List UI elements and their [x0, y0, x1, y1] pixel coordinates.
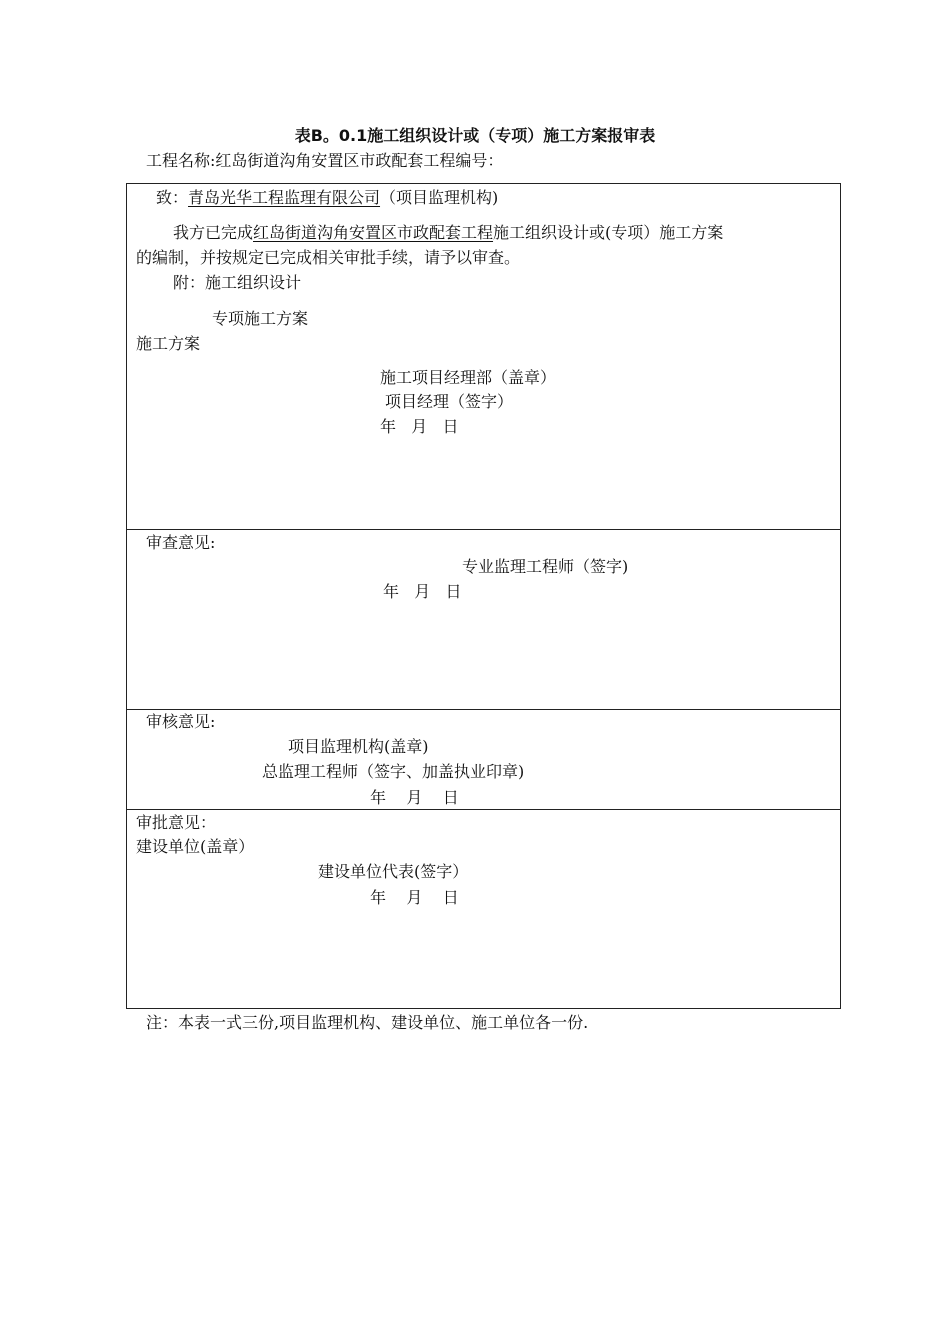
attachment-line: 附：施工组织设计 — [173, 273, 302, 292]
date-line-1: 年 月 日 — [380, 417, 459, 436]
addressee-org: 青岛光华工程监理有限公司 — [188, 188, 381, 207]
review-label: 审查意见: — [146, 533, 216, 552]
chief-sign-line: 总监理工程师（签字、加盖执业印章) — [262, 762, 525, 781]
body-project: 红岛街道沟角安置区市政配套工程 — [253, 223, 494, 242]
form-title: 表B。0.1施工组织设计或（专项）施工方案报审表 — [294, 126, 656, 145]
addressee-prefix: 致： — [156, 188, 189, 207]
date-line-3: 年 月 日 — [370, 788, 459, 807]
special-plan-line: 专项施工方案 — [212, 309, 309, 328]
org-seal-line: 项目监理机构(盖章) — [288, 737, 429, 756]
body-line-1 — [173, 221, 723, 245]
engineer-sign-line: 专业监理工程师（签字) — [462, 557, 629, 576]
body-line-2: 的编制，并按规定已完成相关审批手续，请予以审查。 — [136, 248, 521, 267]
date-line-2: 年 月 日 — [383, 582, 462, 601]
construction-plan-line: 施工方案 — [136, 334, 201, 353]
footnote: 注：本表一式三份,项目监理机构、建设单位、施工单位各一份. — [146, 1013, 589, 1032]
project-name-line: 工程名称:红岛街道沟角安置区市政配套工程编号： — [146, 151, 504, 170]
rep-sign-line: 建设单位代表(签字） — [318, 862, 469, 881]
dept-seal-line: 施工项目经理部（盖章） — [380, 368, 557, 387]
date-line-4: 年 月 日 — [370, 888, 459, 907]
approval-label: 审批意见： — [136, 813, 217, 832]
body-suffix: 施工组织设计或(专项）施工方案 — [493, 223, 724, 242]
body-prefix: 我方已完成 — [173, 223, 254, 242]
unit-seal-line: 建设单位(盖章） — [136, 837, 255, 856]
manager-sign-line: 项目经理（签字） — [385, 392, 514, 411]
addressee-suffix: （项目监理机构) — [380, 188, 499, 207]
audit-label: 审核意见: — [146, 712, 216, 731]
addressee-line — [156, 186, 498, 210]
